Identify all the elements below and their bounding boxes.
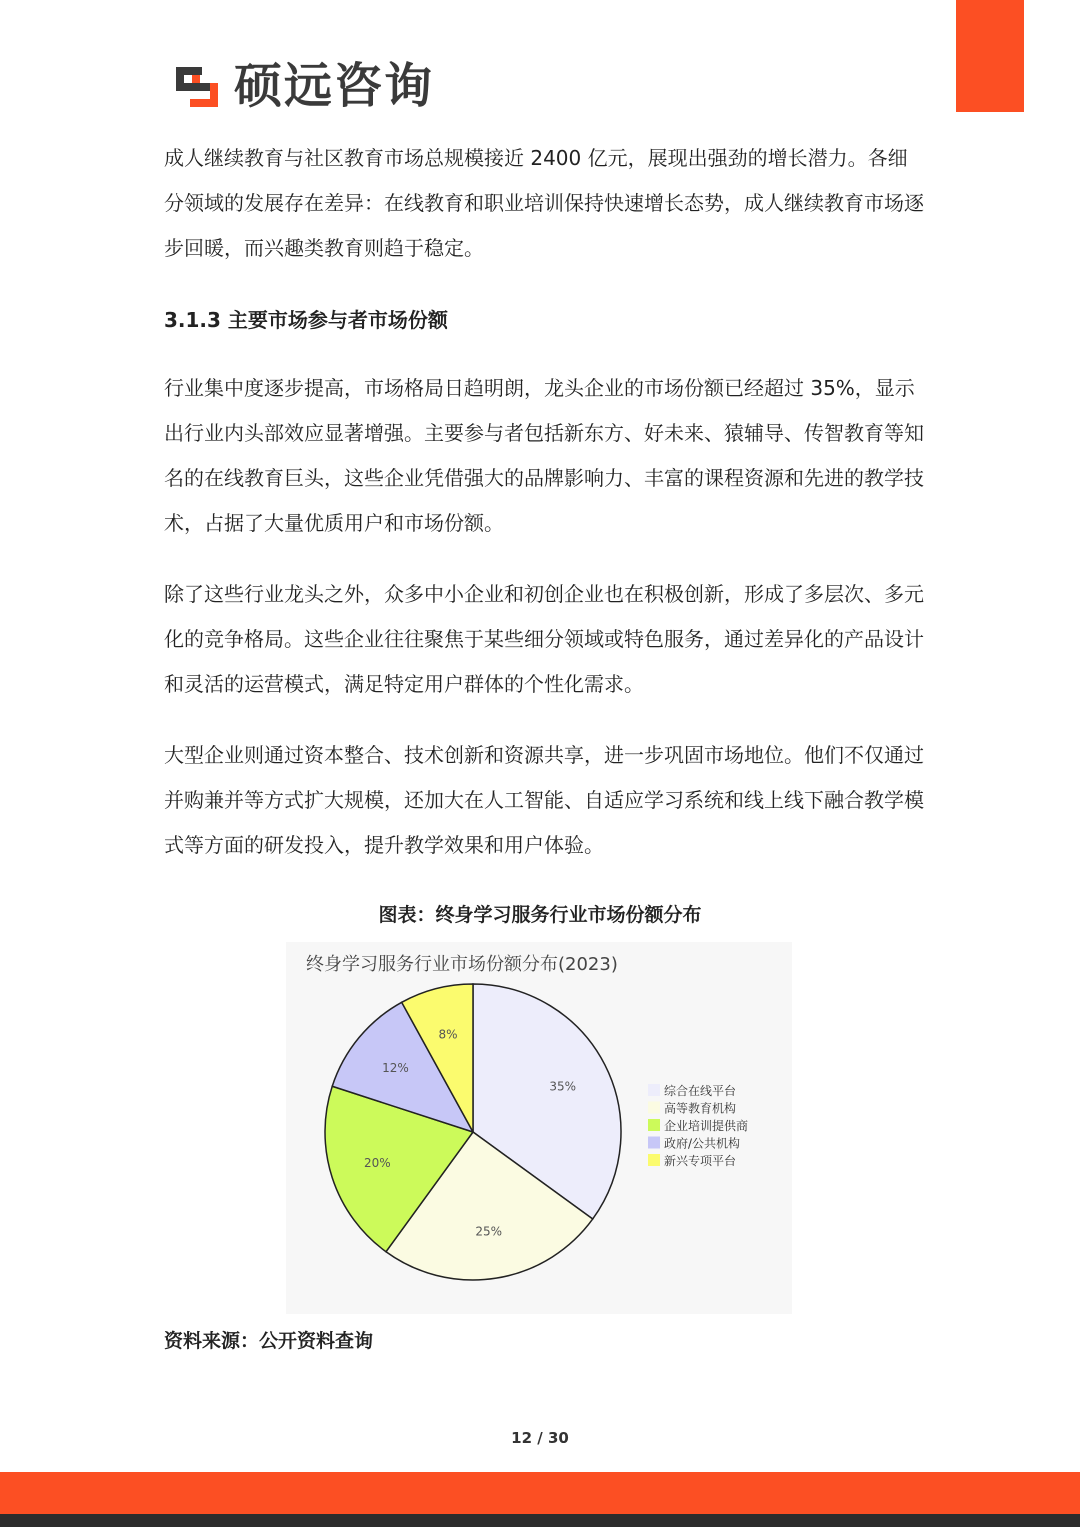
body-paragraph-2: 除了这些行业龙头之外，众多中小企业和初创企业也在积极创新，形成了多层次、多元化的竞争格局。这些企业往往聚焦于某些细分领域或特色服务，通过差异化的产品设计和灵活的运营模式，满足特定用户群体的个性化需求。 — [164, 582, 924, 696]
body-paragraph-3: 大型企业则通过资本整合、技术创新和资源共享，进一步巩固市场地位。他们不仅通过并购兼并等方式扩大规模，还加大在人工智能、自适应学习系统和线上线下融合教学模式等方面的研发投入，提升教学效果和用户体验。 — [164, 743, 924, 857]
pie-chart — [286, 942, 792, 1314]
figure-caption: 图表：终身学习服务行业市场份额分布 — [378, 904, 702, 926]
legend-swatch — [648, 1154, 660, 1166]
pie-slice-label: 35% — [549, 1079, 577, 1094]
legend-label: 政府/公共机构 — [664, 1136, 741, 1151]
legend-label: 综合在线平台 — [664, 1084, 737, 1098]
legend-swatch — [648, 1102, 660, 1114]
footer-accent-bar — [0, 1472, 1080, 1514]
page-number: 12 / 30 — [511, 1429, 569, 1447]
pie-slice-label: 20% — [363, 1156, 391, 1171]
source-note: 资料来源：公开资料查询 — [164, 1330, 374, 1352]
section-heading: 3.1.3 主要市场参与者市场份额 — [164, 308, 448, 332]
pie-slice-label: 25% — [475, 1224, 503, 1239]
legend-label: 高等教育机构 — [664, 1101, 737, 1116]
legend-swatch — [648, 1084, 660, 1096]
pie-slice-label: 12% — [382, 1060, 409, 1075]
intro-paragraph: 成人继续教育与社区教育市场总规模接近 2400 亿元，展现出强劲的增长潜力。各细分领域的发展存在差异：在线教育和职业培训保持快速增长态势，成人继续教育市场逐步回暖，而兴趣类教育则趋于稳定。 — [164, 146, 924, 260]
body-paragraph-1: 行业集中度逐步提高，市场格局日趋明朗，龙头企业的市场份额已经超过 35%，显示出行业内头部效应显著增强。主要参与者包括新东方、好未来、猿辅导、传智教育等知名的在线教育巨头，这些企业凭借强大的品牌影响力、丰富的课程资源和先进的教学技术，占据了大量优质用户和市场份额。 — [164, 376, 924, 535]
pie-chart-panel — [286, 942, 792, 1314]
legend-swatch — [648, 1119, 660, 1131]
brand-name: 硕远咨询 — [234, 58, 435, 114]
legend-label: 新兴专项平台 — [664, 1154, 737, 1168]
brand-mark-icon — [176, 61, 226, 111]
corner-accent-block — [956, 0, 1024, 112]
pie-slice-label: 8% — [438, 1027, 458, 1042]
chart-title: 终身学习服务行业市场份额分布(2023) — [306, 954, 618, 975]
legend-label: 企业培训提供商 — [664, 1119, 749, 1133]
footer-dark-strip — [0, 1514, 1080, 1527]
brand-logo — [176, 58, 434, 114]
legend-swatch — [648, 1137, 660, 1149]
